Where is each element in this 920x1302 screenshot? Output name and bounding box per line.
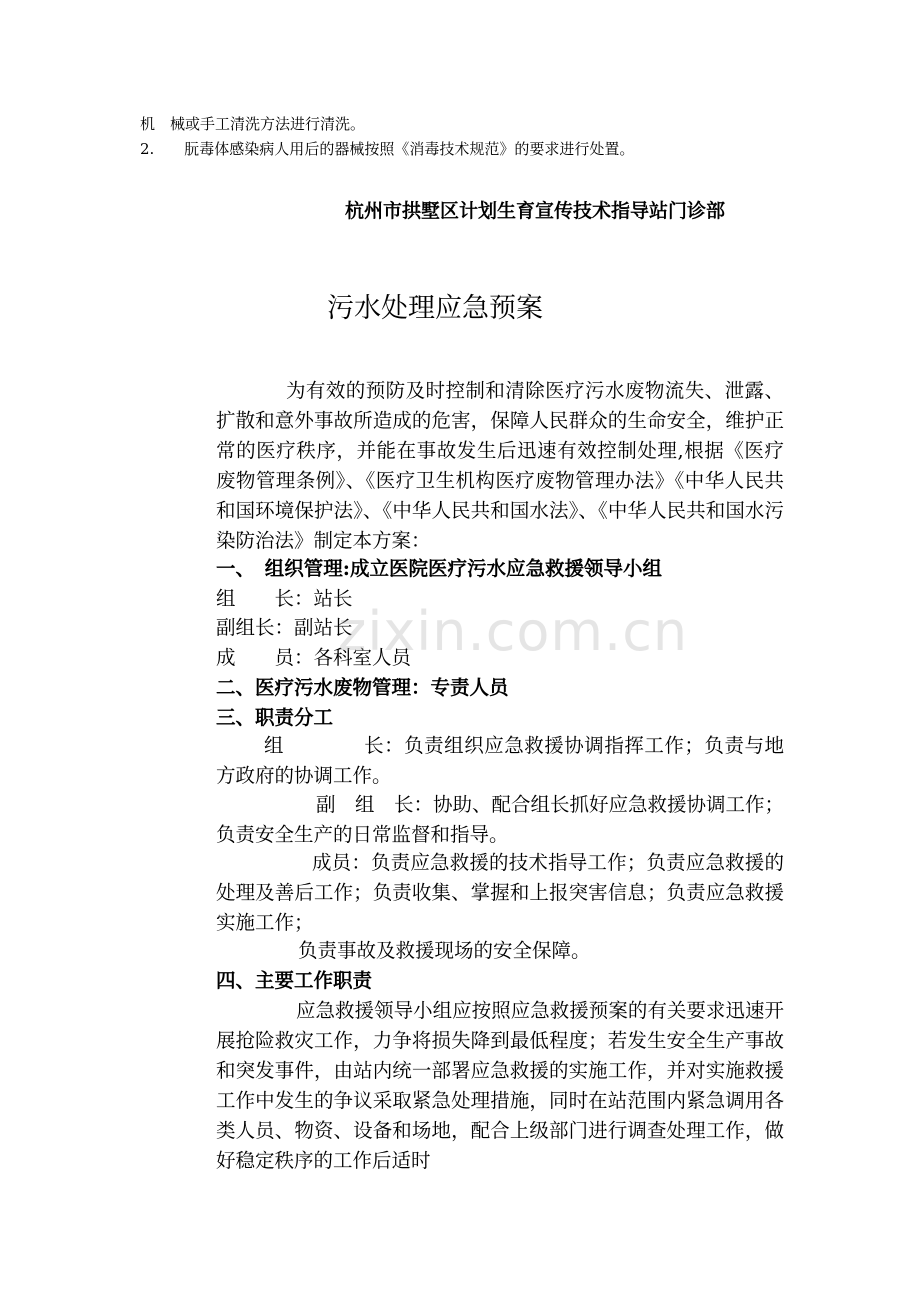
member-deputy: 副组长：副站长 [216,616,353,639]
duty-deputy: 副 组 长：协助、配合组长抓好应急救援协调工作；负责安全生产的日常监督和指导。 [216,793,785,846]
clinic-name: 杭州市拱墅区计划生育宣传技术指导站门诊部 [345,200,726,222]
section-4-paragraph: 应急救援领导小组应按照应急救援预案的有关要求迅速开展抢险救灾工作，力争将损失降到最低程度；若发生安全生产事故和突发事件，由站内统一部署应急救援的实施工作，并对实施救援工作中发生的争议采取紧急处理措施，同时在站范围内紧急调用各类人员、物资、设备和场地，配合上级部门进行调查处理工作，做好稳定秩序的工作后适时 [216,999,784,1172]
section-4-heading: 四、主要工作职责 [216,969,373,992]
member-staff: 成 员：各科室人员 [216,646,412,669]
continued-line-1: 机 械或手工清洗方法进行清洗。 [140,115,366,133]
duty-safety: 负责事故及救援现场的安全保障。 [298,939,591,962]
member-leader: 组 长：站长 [216,587,353,610]
intro-paragraph: 为有效的预防及时控制和清除医疗污水废物流失、泄露、扩散和意外事故所造成的危害，保障人民群众的生命安全，维护正常的医疗秩序，并能在事故发生后迅速有效控制处理,根据《医疗废物管理条例》、《医疗卫生机构医疗废物管理办法》《中华人民共和国环境保护法》、《中华人民共和国水法》、《中华人民共和国水污染防治法》制定本方案： [216,379,784,552]
continued-line-2: 2. 朊毒体感染病人用后的器械按照《消毒技术规范》的要求进行处置。 [140,140,635,158]
watermark: zixin.com.cn [338,600,689,663]
document-title: 污水处理应急预案 [327,293,543,324]
section-3-heading: 三、职责分工 [216,706,334,729]
section-2-heading: 二、医疗污水废物管理：专责人员 [216,676,509,699]
duty-leader: 组 长：负责组织应急救援协调指挥工作；负责与地方政府的协调工作。 [216,734,784,787]
section-1-heading: 一、 组织管理:成立医院医疗污水应急救援领导小组 [216,557,662,580]
duty-members: 成员：负责应急救援的技术指导工作；负责应急救援的处理及善后工作；负责收集、掌握和上报突害信息；负责应急救援实施工作； [216,851,784,934]
